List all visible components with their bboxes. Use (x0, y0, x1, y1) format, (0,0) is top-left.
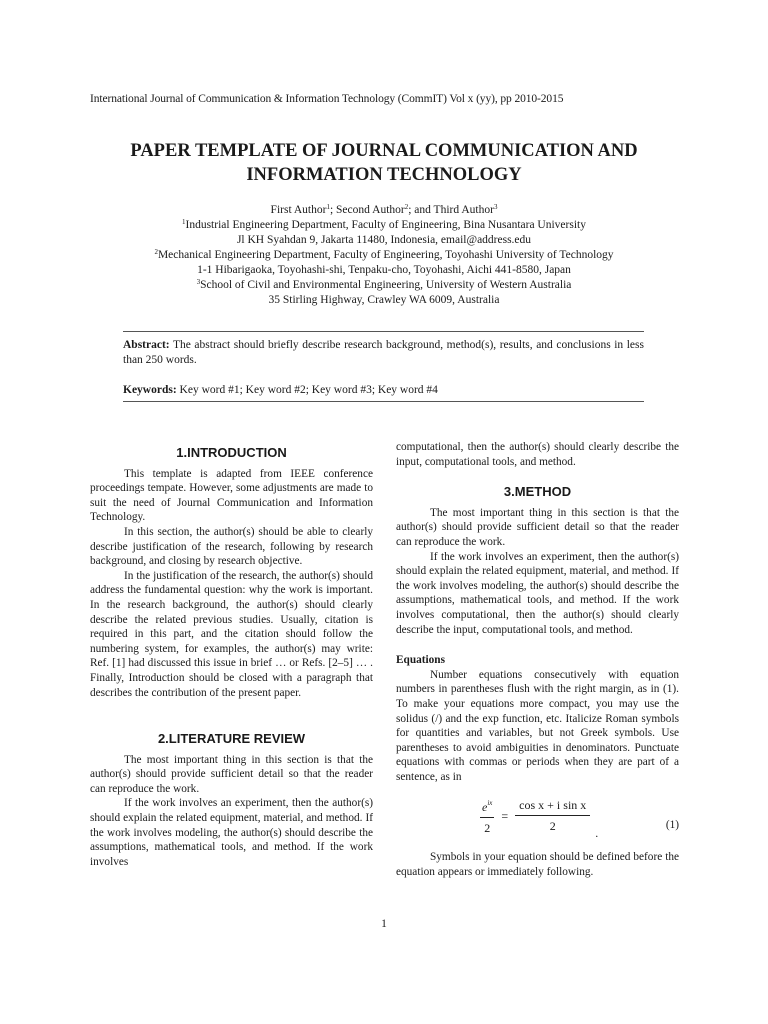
equation-rhs-denominator: 2 (549, 819, 556, 834)
author-3: ; and Third Author (408, 204, 494, 216)
journal-header: International Journal of Communication & Information Technology (CommIT) Vol x (yy), pp 2010-2015 (90, 93, 564, 105)
equation-lhs-base: e (482, 800, 488, 815)
title-line-1: PAPER TEMPLATE OF JOURNAL COMMUNICATION AND (130, 141, 638, 161)
equation-rhs-fraction (515, 798, 590, 833)
litreview-paragraph-2: If the work involves an experiment, then the author(s) should explain the related equipment, material, and method. If the work involves modeling, the author(s) should describe the assumptions, mathematical tools, and method. If the work involves (90, 797, 373, 868)
equation-lhs-fraction (480, 796, 494, 835)
intro-paragraph-1: This template is adapted from IEEE conference proceedings tempate. However, some adjustments are made to suit the need of Journal Communication and Information Technology. (90, 467, 373, 524)
keywords-text: Key word #1; Key word #2; Key word #3; Key word #4 (176, 384, 438, 396)
section-heading-method: 3.METHOD (503, 484, 572, 500)
author-2-sup: 2 (404, 203, 409, 211)
method-paragraph-2: If the work involves an experiment, then the author(s) should explain the related equipment, material, and method. If the work involves modeling, the author(s) should describe the assumptions, mathematical tools, and method. If the work involves computational, then the author(s) should clearly describe the input, computational tools, and method. (396, 550, 679, 636)
equation-equals: = (501, 808, 509, 823)
equations-paragraph-2: Symbols in your equation should be defined before the equation appears or immediately following. (396, 851, 679, 879)
method-paragraph-1: The most important thing in this section is that the author(s) should provide sufficient detail so that the reader can reproduce the work. (396, 506, 679, 548)
subheading-equations: Equations (396, 654, 445, 667)
keywords (123, 383, 644, 398)
affiliation-3-sup: 3 (196, 278, 201, 286)
equation-body (480, 796, 598, 840)
abstract-top-rule (123, 331, 644, 332)
affiliation-2-address: 1-1 Hibarigaoka, Toyohashi-shi, Tenpaku-cho, Toyohashi, Aichi 441-8580, Japan (197, 264, 571, 276)
section-heading-literature-review: 2.LITERATURE REVIEW (157, 731, 306, 747)
affiliation-1-address: Jl KH Syahdan 9, Jakarta 11480, Indonesia, email@address.edu (236, 234, 532, 246)
author-1: First Author (270, 204, 327, 216)
affiliation-2-text: Mechanical Engineering Department, Faculty of Engineering, Toyohashi University of Technology (157, 249, 614, 261)
intro-paragraph-2: In this section, the author(s) should be able to clearly describe justification of the research, following by research background, and closing by research objective. (90, 525, 373, 568)
affiliation-3-address: 35 Stirling Highway, Crawley WA 6009, Australia (268, 294, 500, 306)
litreview-paragraph-1: The most important thing in this section is that the author(s) should provide sufficient detail so that the reader can reproduce the work. (90, 753, 373, 795)
affiliation-2-sup: 2 (154, 248, 158, 256)
abstract (123, 338, 644, 368)
author-names (100, 203, 668, 218)
author-3-sup: 3 (493, 203, 498, 211)
affiliation-1-sup: 1 (182, 218, 186, 226)
equations-paragraph-1: Number equations consecutively with equation numbers in parentheses flush with the right margin, as in (1). To make your equations more compact, you may use the solidus (/) and the exp function, etc. Italicize Roman symbols for quantities and variables, but not Greek symbols. Use parentheses to avoid ambiguities in denominators. Punctuate equations with commas or periods when they are part of a sentence, as in (396, 668, 679, 783)
equation-number: (1) (665, 819, 679, 832)
left-column (90, 440, 373, 869)
paper-title (60, 139, 708, 187)
method-continuation: computational, then the author(s) should clearly describe the input, computational tools, and method. (396, 441, 679, 468)
equation-period: . (595, 825, 599, 840)
affiliation-3-text: School of Civil and Environmental Engineering, University of Western Australia (200, 279, 572, 291)
author-1-sup: 1 (326, 203, 330, 211)
affiliation-1 (100, 218, 668, 233)
affiliation-3 (100, 278, 668, 293)
affiliation-1-text: Industrial Engineering Department, Faculty of Engineering, Bina Nusantara University (185, 219, 586, 231)
author-block (100, 203, 668, 308)
page-number: 1 (381, 918, 387, 930)
equation-lhs-denominator: 2 (484, 821, 491, 836)
title-line-2: INFORMATION TECHNOLOGY (246, 165, 522, 185)
equation-1 (396, 796, 679, 848)
keywords-label: Keywords: (123, 384, 177, 396)
equation-lhs-exponent: ix (487, 799, 493, 808)
affiliation-2 (100, 248, 668, 263)
equation-rhs-numerator: cos x + i sin x (515, 798, 590, 816)
author-2: ; Second Author (329, 204, 405, 216)
intro-paragraph-3: In the justification of the research, the author(s) should address the fundamental question: why the work is important. In the research background, the author(s) should clearly describe the related previous studies. Usually, citation is required in this part, and the citation should follow the numbering system, for examples, the author(s) may write: Ref. [1] had discussed this issue in brief … or Refs. [2–5] … . Finally, Introduction should be closed with a paragraph that describes the contribution of the present paper. (90, 569, 373, 699)
keywords-bottom-rule (123, 401, 644, 402)
right-column (396, 440, 679, 880)
abstract-label: Abstract: (123, 339, 170, 351)
section-heading-introduction: 1.INTRODUCTION (176, 445, 287, 460)
abstract-text: The abstract should briefly describe research background, method(s), results, and conclusions in less than 250 words. (123, 339, 644, 366)
